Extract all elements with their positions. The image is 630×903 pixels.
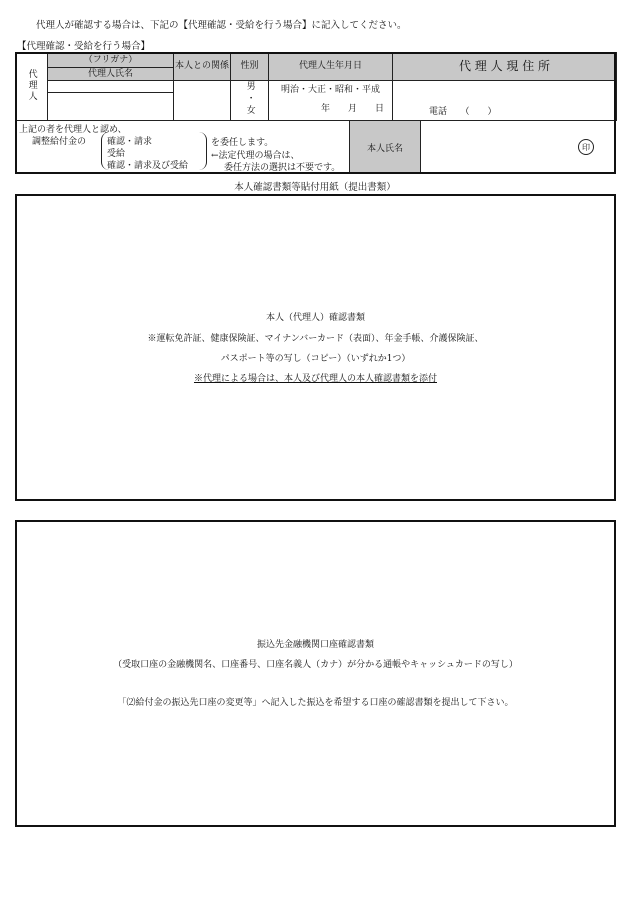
id-doc-note: ※代理による場合は、本人及び代理人の本人確認書類を添付 [193, 374, 437, 384]
bank-doc-title: 振込先金融機関口座確認書類 [256, 640, 374, 650]
id-doc-list-2: パスポート等の写し（コピー）（いずれか1つ） [220, 354, 411, 364]
consent-line2: 調整給付金の [32, 137, 87, 147]
id-doc-title: 本人（代理人）確認書類 [265, 313, 365, 323]
gender-options[interactable]: 男・女 [231, 81, 269, 121]
proxy-name-field[interactable] [48, 93, 174, 121]
id-doc-list: ※運転免許証、健康保険証、マイナンバーカード（表面）、年金手帳、介護保険証、 [147, 334, 484, 344]
option-receive[interactable]: 受給 [107, 149, 126, 159]
principal-name-label: 本人氏名 [349, 120, 421, 174]
gender-label: 性別 [231, 53, 269, 81]
paste-sheet-title: 本人確認書類等貼付用紙（提出書類） [234, 182, 396, 193]
ymd-label: 年 月 日 [320, 104, 384, 115]
era-options: 明治・大正・昭和・平成 [280, 85, 380, 95]
consent-legal-note-2: 委任方法の選択は不要です。 [224, 163, 341, 173]
consent-delegate: を委任します。 [211, 138, 274, 148]
option-confirm-claim-receive[interactable]: 確認・請求及び受給 [107, 161, 189, 171]
consent-legal-note: ←法定代理の場合は、 [211, 151, 300, 161]
furigana-field[interactable] [48, 81, 174, 93]
proxy-name-label: 代理人氏名 [48, 68, 174, 81]
address-label: 代 理 人 現 住 所 [393, 53, 617, 81]
id-document-box [15, 194, 616, 501]
birth-label: 代理人生年月日 [269, 53, 393, 81]
intro-text: 代理人が確認する場合は、下記の【代理確認・受給を行う場合】に記入してください。 [36, 20, 407, 31]
bank-doc-instruction: 「⑵給付金の振込先口座の変更等」へ記入した振込を希望する口座の確認書類を提出して下さい。 [117, 698, 514, 708]
consent-line1: 上記の者を代理人と認め、 [19, 125, 127, 135]
birth-field[interactable] [269, 81, 393, 121]
proxy-side-label: 代理人 [16, 53, 48, 121]
bank-doc-desc: （受取口座の金融機関名、口座番号、口座名義人（カナ）が分かる通帳やキャッシュカードの写し） [113, 660, 518, 670]
option-confirm-claim[interactable]: 確認・請求 [107, 137, 153, 147]
phone-label: 電話 （ ） [429, 107, 497, 117]
seal-mark: 印 [578, 139, 594, 155]
relation-label: 本人との関係 [174, 53, 231, 81]
address-field[interactable] [393, 81, 617, 121]
furigana-label: （フリガナ） [48, 53, 174, 68]
proxy-table [15, 52, 617, 121]
consent-divider [15, 120, 616, 121]
bank-document-box [15, 520, 616, 827]
section-title: 【代理確認・受給を行う場合】 [17, 41, 151, 52]
relation-field[interactable] [174, 81, 231, 121]
